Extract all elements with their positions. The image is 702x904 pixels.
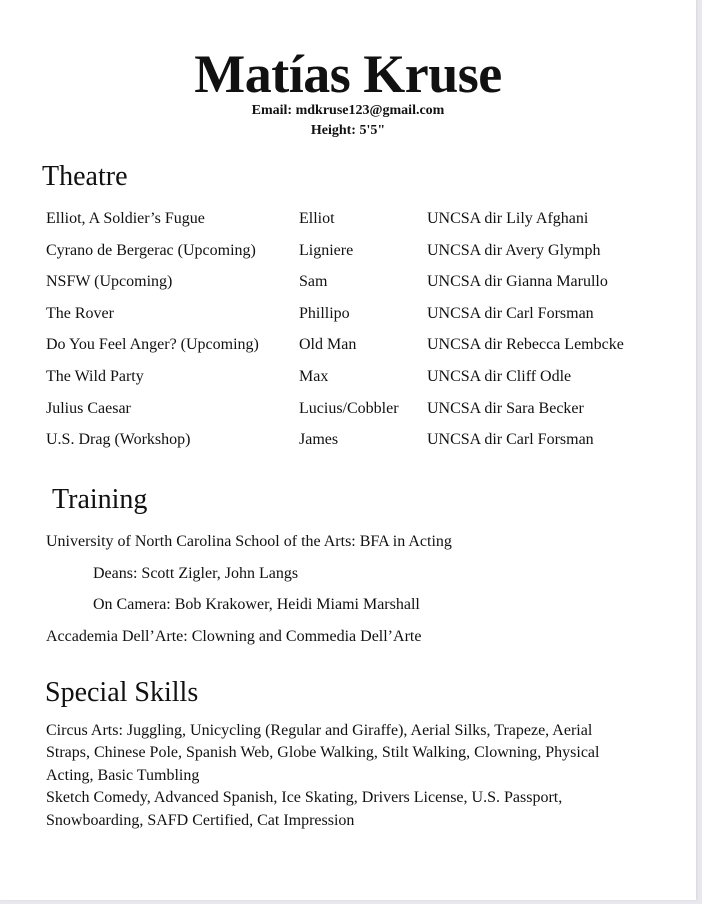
credit-show: Cyrano de Bergerac (Upcoming) bbox=[46, 241, 256, 259]
credit-company: UNCSA dir Avery Glymph bbox=[427, 241, 601, 259]
credit-show: Do You Feel Anger? (Upcoming) bbox=[46, 336, 259, 354]
credit-company: UNCSA dir Lily Afghani bbox=[427, 210, 589, 227]
training-line: Accademia Dell’Arte: Clowning and Commedia Dell’Arte bbox=[46, 627, 422, 645]
credit-show: The Wild Party bbox=[46, 367, 144, 385]
credit-company: UNCSA dir Carl Forsman bbox=[427, 304, 594, 322]
training-line-indented: On Camera: Bob Krakower, Heidi Miami Marshall bbox=[93, 596, 420, 614]
credit-role: James bbox=[299, 431, 339, 449]
training-line-indented: Deans: Scott Zigler, John Langs bbox=[93, 564, 299, 582]
skills-list bbox=[46, 720, 636, 832]
credit-company: UNCSA dir Sara Becker bbox=[427, 399, 584, 417]
credit-show: Julius Caesar bbox=[46, 399, 131, 417]
contact-email: Email: mdkruse123@gmail.com bbox=[251, 103, 445, 118]
actor-name: Matías Kruse bbox=[194, 44, 502, 104]
credit-role: Lucius/Cobbler bbox=[299, 399, 399, 417]
credit-role: Ligniere bbox=[299, 241, 354, 259]
credit-company: UNCSA dir Gianna Marullo bbox=[427, 273, 608, 291]
credit-role: Max bbox=[299, 367, 329, 385]
skills-paragraph: Circus Arts: Juggling, Unicycling (Regular and Giraffe), Aerial Silks, Trapeze, Aerial Straps, Chinese Pole, Spanish Web, Globe Walking, Stilt Walking, Clowning, Physical Acting, Basic Tumbling bbox=[46, 722, 600, 784]
theatre-heading: Theatre bbox=[42, 161, 128, 192]
credit-show: Elliot, A Soldier’s Fugue bbox=[46, 210, 205, 227]
credit-role: Elliot bbox=[299, 210, 335, 227]
credit-show: NSFW (Upcoming) bbox=[46, 273, 173, 291]
contact-height: Height: 5'5" bbox=[310, 123, 386, 138]
skills-heading: Special Skills bbox=[45, 677, 199, 708]
credit-role: Phillipo bbox=[299, 304, 350, 322]
credit-show: The Rover bbox=[46, 304, 114, 322]
training-line: University of North Carolina School of the Arts: BFA in Acting bbox=[46, 533, 452, 550]
training-heading: Training bbox=[52, 484, 148, 515]
credit-role: Old Man bbox=[299, 336, 357, 354]
skills-paragraph: Sketch Comedy, Advanced Spanish, Ice Skating, Drivers License, U.S. Passport, Snowboarding, SAFD Certified, Cat Impression bbox=[46, 789, 563, 829]
training-list bbox=[46, 531, 452, 657]
credit-company: UNCSA dir Cliff Odle bbox=[427, 367, 572, 385]
credit-show: U.S. Drag (Workshop) bbox=[46, 431, 191, 449]
credit-role: Sam bbox=[299, 273, 328, 291]
credit-company: UNCSA dir Rebecca Lembcke bbox=[427, 336, 624, 354]
credit-company: UNCSA dir Carl Forsman bbox=[427, 431, 594, 449]
